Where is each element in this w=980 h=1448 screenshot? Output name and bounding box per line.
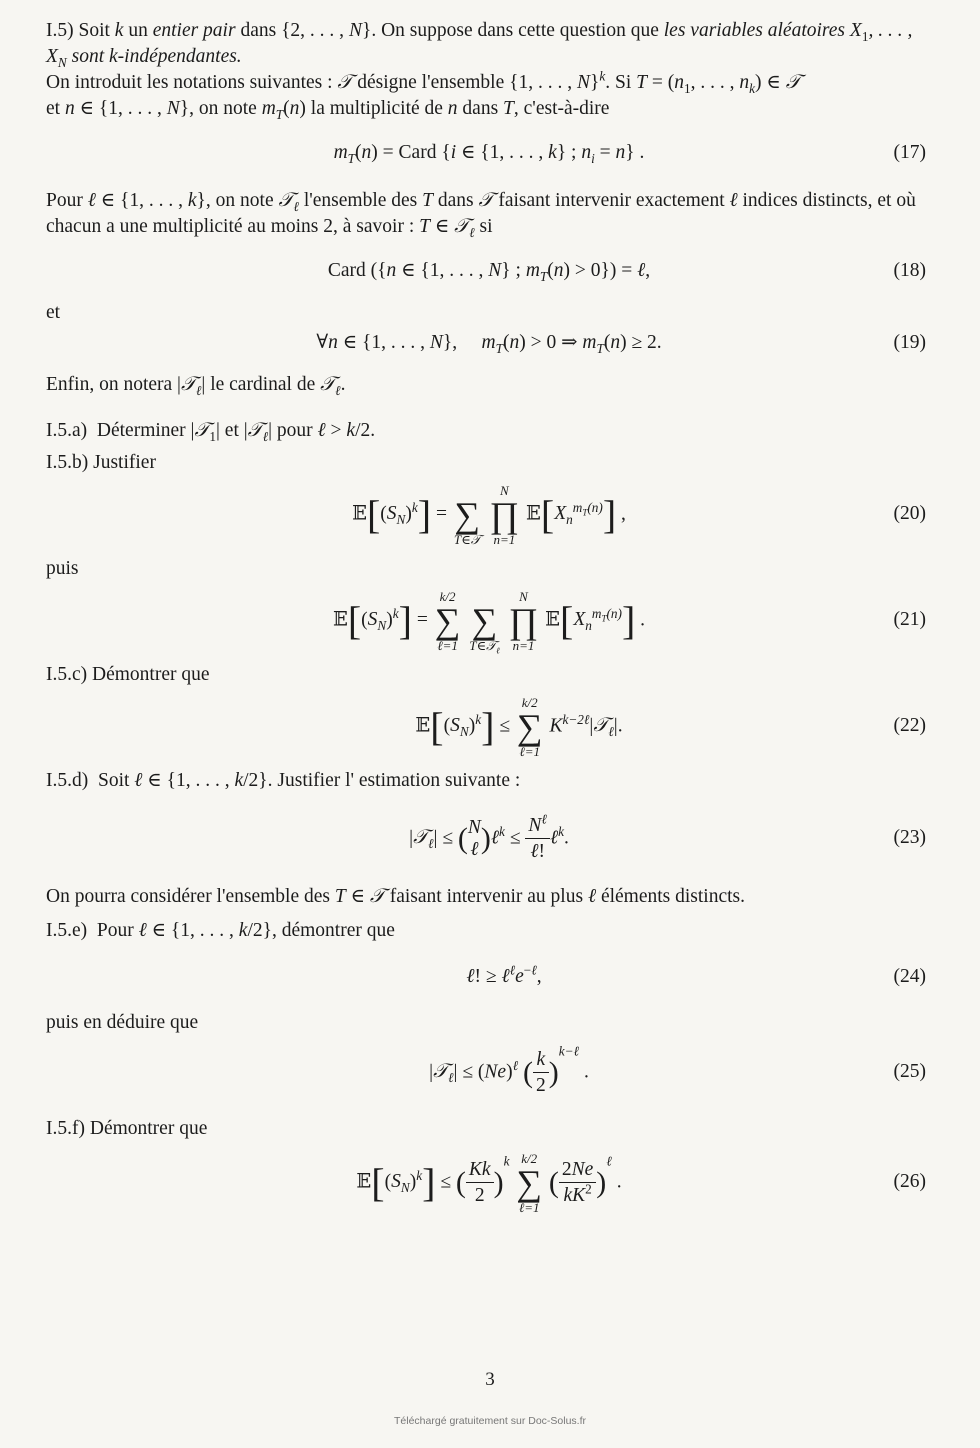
intro-line-4: et n ∈ {1, . . . , N}, on note $m_T(n)$ la multiplicité de n dans T, c'est-à-dire xyxy=(46,98,610,122)
equation-24: ℓ! ≥ $\ell^\ell e^{-\ell}$, (24) xyxy=(46,960,932,994)
equation-number-26: (26) xyxy=(893,1171,926,1192)
page-number: 3 xyxy=(485,1369,495,1390)
question-e: I.5.e) Pour ℓ ∈ {1, . . . , k/2}, démontrer que xyxy=(46,920,395,941)
equation-19: ∀n ∈ {1, . . . , N}, $m_T(n) > 0$ ⇒ $m_T(n) \ge 2$. (19) xyxy=(46,326,932,360)
equation-23: |𝒯$_\ell$| ≤ ( N ℓ )ℓ$^k$ ≤ $\frac{N^\ell}{\text{ℓ!}}$ ℓ$^k$. (23) xyxy=(46,800,932,876)
equation-25: |𝒯$_\ell$| ≤ $(Ne)^\ell$ ( $\frac{k}{2}$ )$^{k-\ell}$ . (25) xyxy=(46,1034,932,1110)
equation-number-22: (22) xyxy=(893,715,926,736)
equation-20: $𝔼[(S_N)^k]$ = ∑ T∈𝒯 N ∏ n=1 $𝔼[X_n^{m_T(n)}]$ , (20) xyxy=(46,472,932,556)
question-a: I.5.a) Déterminer |𝒯$_1$| et |𝒯$_\ell$| pour ℓ > k/2. xyxy=(46,420,376,444)
puis-1: puis xyxy=(46,558,79,579)
cardinal-sentence: Enfin, on notera |𝒯$_\ell$| le cardinal de 𝒯$_\ell$. xyxy=(46,374,346,398)
equation-17: $m_T(n)$ = Card {i ∈ {1, . . . , k} ; $n_i = n$} . (17) xyxy=(46,136,932,170)
equation-number-19: (19) xyxy=(893,332,926,353)
equation-number-17: (17) xyxy=(893,142,926,163)
question-d: I.5.d) Soit ℓ ∈ {1, . . . , k/2}. Justifier l' estimation suivante : xyxy=(46,770,521,791)
question-f: I.5.f) Démontrer que xyxy=(46,1118,208,1139)
definition-paragraph: Pour ℓ ∈ {1, . . . , k}, on note 𝒯$_\ell$ l'ensemble des T dans 𝒯 faisant intervenir exactement ℓ indices distincts, et où chacun a une multiplicité au moins 2, à savoir : T ∈ 𝒯$_\ell$ si xyxy=(46,190,916,240)
intro-line-3: On introduit les notations suivantes : 𝒯 désigne l'ensemble {1, . . . , N}$^k$. Si $T = (n_1$, . . . , $n_k$) ∈ 𝒯 xyxy=(46,68,801,96)
conjunction-et: et xyxy=(46,302,61,323)
question-b: I.5.b) Justifier xyxy=(46,452,156,473)
source-footer: Téléchargé gratuitement sur Doc-Solus.fr xyxy=(394,1415,586,1427)
equation-number-24: (24) xyxy=(893,966,926,987)
deduce-sentence: puis en déduire que xyxy=(46,1012,199,1033)
equation-number-18: (18) xyxy=(893,260,926,281)
equation-21: $𝔼[(S_N)^k]$ = k/2 ∑ ℓ=1 ∑ T∈𝒯$_\ell$ N ∏ n=1 $𝔼[X_n^{m_T(n)}]$ . (21) xyxy=(46,578,932,662)
equation-number-25: (25) xyxy=(893,1061,926,1082)
equation-number-23: (23) xyxy=(893,827,926,848)
hint-sentence: On pourra considérer l'ensemble des T ∈ 𝒯 faisant intervenir au plus ℓ éléments distincts. xyxy=(46,886,745,907)
equation-number-20: (20) xyxy=(893,503,926,524)
intro-paragraph: I.5) Soit k un entier pair dans {2, . . . , N}. On suppose dans cette question que les variables aléatoires $X_1$, . . . , $X_N$ sont k-indépendantes. xyxy=(46,20,913,70)
equation-18: Card ({n ∈ {1, . . . , N} ; $m_T(n) > 0$}) = ℓ, (18) xyxy=(46,254,932,288)
equation-26: $𝔼[(S_N)^k]$ ≤ ( $\frac{Kk}{2}$ )$^k$ k/2 ∑ ℓ=1 ( $\frac{2Ne}{kK^2}$ )$^\ell$ . (26) xyxy=(46,1140,932,1224)
equation-22: $𝔼[(S_N)^k]$ ≤ k/2 ∑ ℓ=1 $K^{k-2\ell}|𝒯_\ell|$. (22) xyxy=(46,684,932,768)
question-c: I.5.c) Démontrer que xyxy=(46,664,210,685)
equation-number-21: (21) xyxy=(893,609,926,630)
